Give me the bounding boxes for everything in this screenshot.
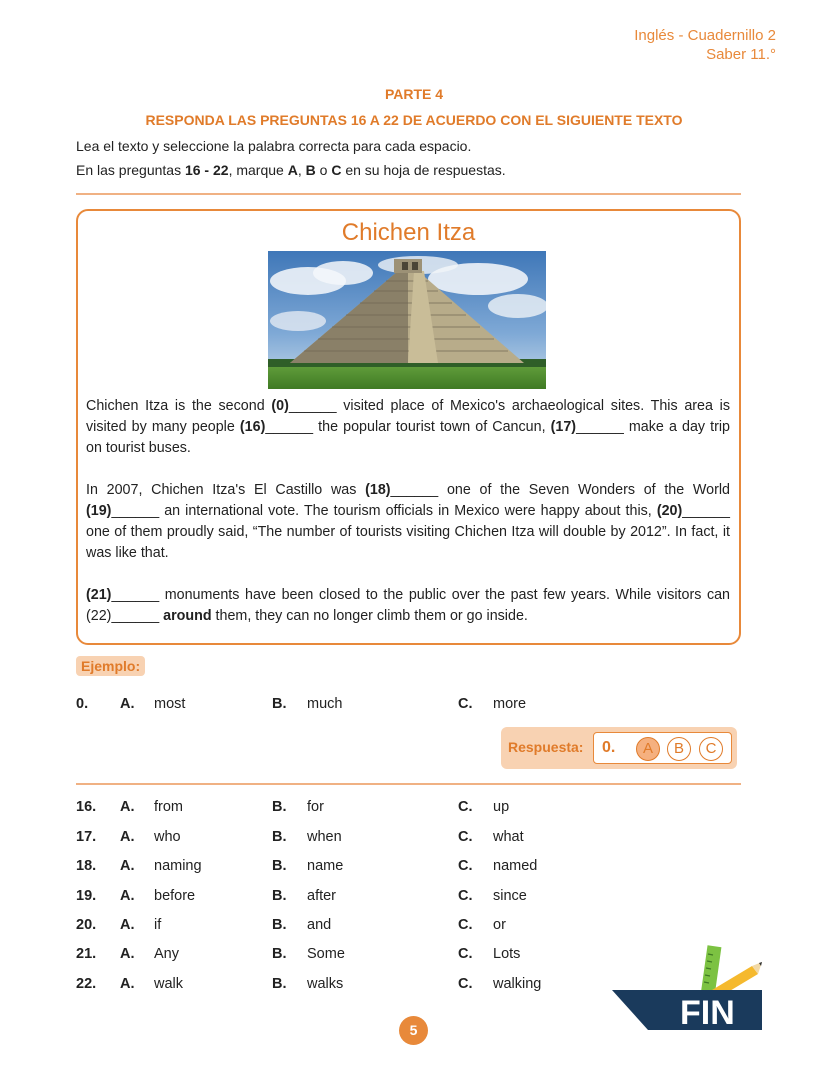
option-a: who — [154, 829, 181, 845]
example-question — [76, 696, 736, 716]
option-letter-a: A. — [120, 829, 135, 845]
question-16 — [76, 799, 736, 819]
option-c: Lots — [493, 946, 521, 962]
option-letter-a: A. — [120, 696, 135, 712]
option-letter-b: B. — [272, 946, 287, 962]
option-letter-c: C. — [458, 858, 473, 874]
answer-bubble-b: B — [667, 737, 691, 761]
answer-bubble-c: C — [699, 737, 723, 761]
question-number: 22. — [76, 976, 97, 992]
option-letter-a: A. — [120, 888, 135, 904]
reading-paragraph-1: Chichen Itza is the second (0)______ visited place of Mexico's archaeological sites. This area is visited by many people (16)______ the popular tourist town of Cancun, (17)______ make a day trip on tourist buses. — [86, 398, 731, 456]
answer-sheet-sample — [593, 732, 732, 764]
question-number: 20. — [76, 917, 97, 933]
option-letter-c: C. — [458, 696, 473, 712]
option-a: walk — [154, 976, 184, 992]
option-letter-a: A. — [120, 917, 135, 933]
option-c: since — [493, 888, 527, 904]
option-c: walking — [493, 976, 542, 992]
option-b: when — [307, 829, 342, 845]
option-letter-c: C. — [458, 946, 473, 962]
reading-title: Chichen Itza — [341, 219, 476, 246]
option-letter-b: B. — [272, 829, 287, 845]
question-19 — [76, 888, 736, 908]
option-letter-c: C. — [458, 976, 473, 992]
option-b: and — [307, 917, 332, 933]
option-letter-c: C. — [458, 917, 473, 933]
document-header — [634, 26, 776, 64]
divider-questions — [76, 783, 741, 785]
question-number: 18. — [76, 858, 97, 874]
option-c: more — [493, 696, 527, 712]
option-b: for — [307, 799, 324, 815]
instruction-line-1: Lea el texto y seleccione la palabra correcta para cada espacio. — [76, 138, 472, 154]
question-17 — [76, 829, 736, 849]
option-b: much — [307, 696, 343, 712]
option-b: after — [307, 888, 337, 904]
answer-example-box — [501, 727, 737, 769]
option-letter-a: A. — [120, 799, 135, 815]
option-b: name — [307, 858, 344, 874]
option-a: most — [154, 696, 186, 712]
option-letter-c: C. — [458, 799, 473, 815]
option-letter-c: C. — [458, 888, 473, 904]
option-a: from — [154, 799, 183, 815]
option-letter-c: C. — [458, 829, 473, 845]
option-c: up — [493, 799, 510, 815]
option-a: before — [154, 888, 196, 904]
option-b: Some — [307, 946, 345, 962]
fin-badge — [612, 942, 768, 1034]
option-c: or — [493, 917, 506, 933]
question-number: 17. — [76, 829, 97, 845]
reading-paragraph-3: (21)______ monuments have been closed to the public over the past few years. While visitors can (22)______ around them, they can no longer climb them or go inside. — [86, 587, 730, 624]
answer-number: 0. — [602, 739, 616, 756]
example-tag: Ejemplo: — [76, 656, 145, 676]
option-b: walks — [307, 976, 344, 992]
instruction-title: RESPONDA LAS PREGUNTAS 16 A 22 DE ACUERDO CON EL SIGUIENTE TEXTO — [145, 112, 683, 128]
option-letter-a: A. — [120, 858, 135, 874]
option-letter-b: B. — [272, 858, 287, 874]
question-number: 19. — [76, 888, 97, 904]
option-c: named — [493, 858, 538, 874]
option-letter-b: B. — [272, 976, 287, 992]
option-letter-b: B. — [272, 799, 287, 815]
divider-top — [76, 193, 741, 195]
section-title: PARTE 4 — [384, 86, 444, 102]
option-letter-b: B. — [272, 917, 287, 933]
question-number: 16. — [76, 799, 97, 815]
option-letter-a: A. — [120, 976, 135, 992]
reading-paragraph-2: In 2007, Chichen Itza's El Castillo was (18)______ one of the Seven Wonders of the World (19)______ an international vote. The tourism officials in Mexico were happy about this, (20)______ one of them proudly said, “The number of tourists visiting Chichen Itza will double by 2012”. In fact, it was like that. — [86, 482, 730, 561]
pyramid-photo — [268, 251, 546, 389]
fin-label: FIN — [680, 994, 735, 1032]
question-number: 21. — [76, 946, 97, 962]
option-letter-b: B. — [272, 696, 287, 712]
option-letter-b: B. — [272, 888, 287, 904]
option-c: what — [493, 829, 524, 845]
option-letter-a: A. — [120, 946, 135, 962]
answer-label: Respuesta: — [508, 739, 584, 755]
question-number: 0. — [76, 696, 89, 712]
instruction-line-2: En las preguntas 16 - 22, marque A, B o C en su hoja de respuestas. — [76, 162, 506, 178]
header-grade: Saber 11.° — [706, 46, 776, 63]
page-number: 5 — [399, 1016, 428, 1045]
option-a: naming — [154, 858, 202, 874]
question-18 — [76, 858, 736, 878]
reading-box — [76, 209, 741, 645]
header-booklet: Inglés - Cuadernillo 2 — [634, 27, 776, 44]
answer-bubble-a: A — [636, 737, 660, 761]
option-a: if — [154, 917, 162, 933]
question-20 — [76, 917, 736, 937]
option-a: Any — [154, 946, 179, 962]
